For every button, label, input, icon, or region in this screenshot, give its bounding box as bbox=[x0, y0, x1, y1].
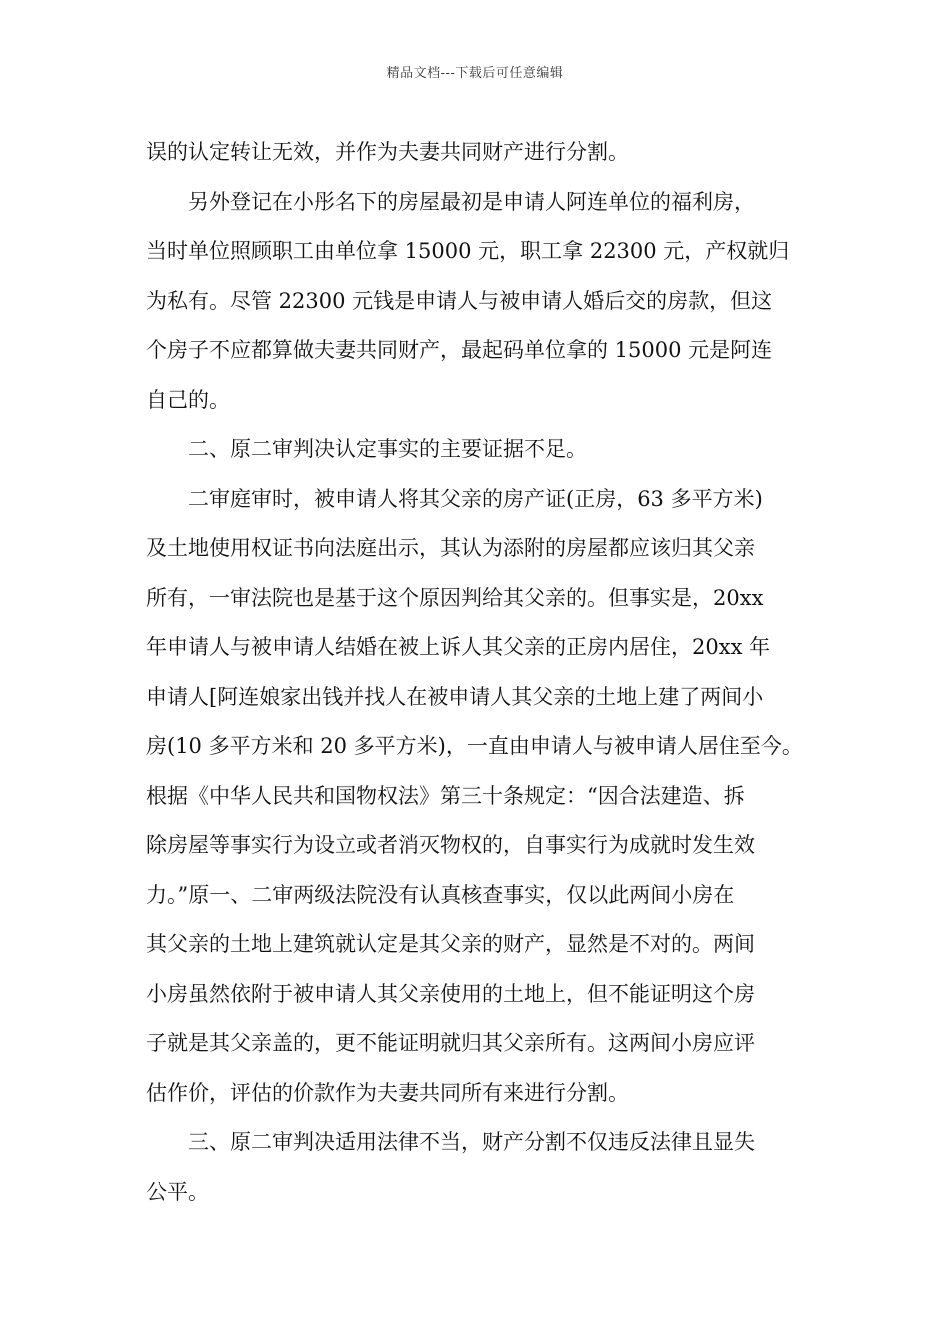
text-line: 二审庭审时，被申请人将其父亲的房产证(正房，63 多平方米) bbox=[188, 486, 763, 511]
text-line: 另外登记在小彤名下的房屋最初是申请人阿连单位的福利房， bbox=[188, 189, 755, 214]
text-line: 个房子不应都算做夫妻共同财产，最起码单位拿的 15000 元是阿连 bbox=[146, 338, 773, 362]
text-line: 除房屋等事实行为设立或者消灭物权的，自事实行为成就时发生效 bbox=[146, 833, 755, 857]
text-line: 小房虽然依附于被申请人其父亲使用的土地上，但不能证明这个房 bbox=[146, 981, 755, 1006]
text-line: 自己的。 bbox=[146, 387, 230, 412]
text-line: 三、原二审判决适用法律不当，财产分割不仅违反法律且显失 bbox=[188, 1130, 755, 1154]
text-line: 年申请人与被申请人结婚在被上诉人其父亲的正房内居住，20xx 年 bbox=[146, 635, 771, 659]
text-line: 误的认定转让无效，并作为夫妻共同财产进行分割。 bbox=[146, 140, 629, 164]
text-line: 估作价，评估的价款作为夫妻共同所有来进行分割。 bbox=[146, 1080, 629, 1105]
text-line: 二、原二审判决认定事实的主要证据不足。 bbox=[188, 437, 587, 461]
text-line: 子就是其父亲盖的，更不能证明就归其父亲所有。这两间小房应评 bbox=[146, 1031, 755, 1055]
text-line: 申请人[阿连娘家出钱并找人在被申请人其父亲的土地上建了两间小 bbox=[146, 684, 764, 709]
text-line: 力。”原一、二审两级法院没有认真核查事实，仅以此两间小房在 bbox=[146, 882, 735, 907]
document-body bbox=[146, 128, 806, 1217]
page-header: 精品文档---下载后可任意编辑 bbox=[386, 66, 564, 81]
text-line: 当时单位照顾职工由单位拿 15000 元，职工拿 22300 元，产权就归 bbox=[146, 239, 790, 263]
text-line: 其父亲的土地上建筑就认定是其父亲的财产，显然是不对的。两间 bbox=[146, 932, 755, 956]
text-line: 根据《中华人民共和国物权法》第三十条规定：“因合法建造、拆 bbox=[146, 783, 745, 808]
text-line: 及土地使用权证书向法庭出示，其认为添附的房屋都应该归其父亲 bbox=[146, 536, 755, 560]
text-line: 公平。 bbox=[146, 1179, 209, 1204]
text-line: 房(10 多平方米和 20 多平方米)，一直由申请人与被申请人居住至今。 bbox=[146, 734, 803, 758]
text-line: 所有，一审法院也是基于这个原因判给其父亲的。但事实是，20xx bbox=[146, 585, 764, 610]
text-line: 为私有。尽管 22300 元钱是申请人与被申请人婚后交的房款，但这 bbox=[146, 288, 773, 313]
